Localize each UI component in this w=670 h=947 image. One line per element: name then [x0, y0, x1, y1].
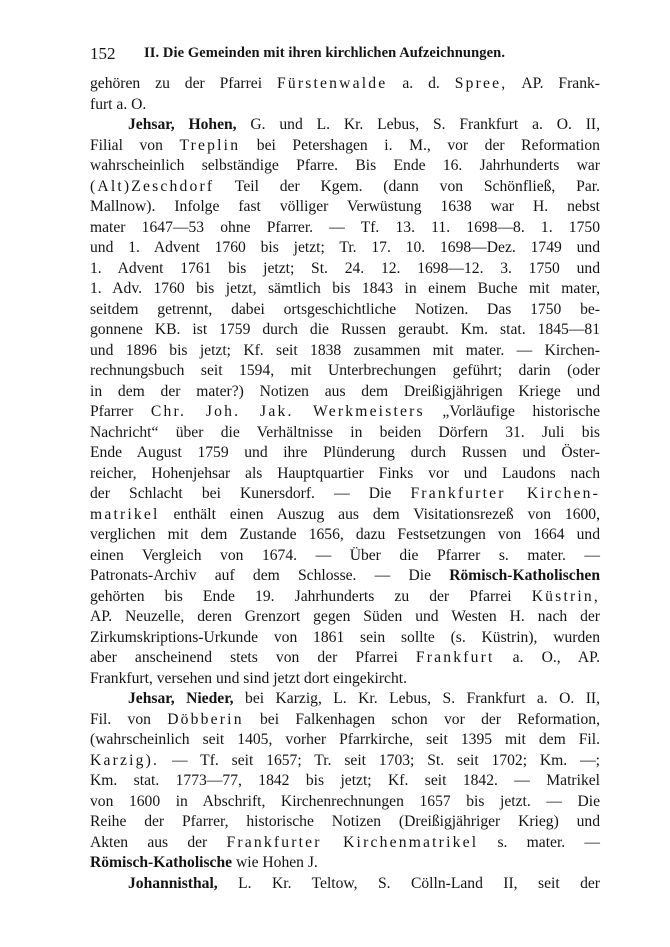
text-line [90, 833, 600, 854]
text-run: G. und L. Kr. Lebus, S. Frankfurt a. O. II, [236, 116, 600, 133]
spaced-emphasis: Frankfurter Kirchen- [410, 485, 600, 502]
text-run: seitdem getrennt, dabei ortsgeschichtliche Notizen. Das 1750 be- [90, 300, 600, 318]
text-run: Zirkumskriptions-Urkunde von 1861 sein sollte (s. Küstrin), wurden [90, 628, 600, 646]
text-line [90, 792, 600, 813]
text-line [90, 853, 600, 874]
text-line [90, 812, 600, 833]
text-line [90, 136, 600, 157]
text-run: a. O., AP. [494, 649, 600, 666]
text-run: s. mater. — [478, 833, 600, 851]
text-run: der Schlacht bei Kunersdorf. — Die [90, 485, 411, 502]
spaced-emphasis: Frankfurter Kirchenmatrikel [226, 833, 479, 851]
spaced-emphasis: matrikel [90, 505, 160, 523]
text-line [90, 156, 600, 177]
spaced-emphasis: Döbberin [167, 710, 244, 728]
text-run: einen Vergleich von 1674. — Über die Pfarrer s. mater. — [90, 546, 600, 564]
text-run: wie Hohen J. [232, 854, 318, 871]
headword: Johannisthal, [128, 874, 218, 892]
text-line [90, 484, 600, 505]
text-run: mater 1647—53 ohne Pfarrer. — Tf. 13. 11. 1698—8. 1. 1750 [90, 218, 600, 236]
text-run: Ende August 1759 und ihre Plünderung durch Russen und Öster- [90, 444, 600, 461]
text-run: Km. stat. 1773—77, 1842 bis jetzt; Kf. seit 1842. — Matrikel [90, 772, 600, 789]
text-line [90, 115, 600, 136]
text-run: Fil. von [90, 710, 168, 728]
text-line [90, 177, 600, 198]
text-run: in dem der mater?) Notizen aus dem Dreißigjährigen Kriege und [90, 382, 600, 400]
text-line [90, 74, 600, 95]
spaced-emphasis: Spree, [454, 75, 508, 92]
text-line [90, 238, 600, 259]
page-number: 152 [90, 44, 116, 63]
headword: Römisch-Katholischen [449, 567, 600, 584]
spaced-emphasis: Küstrin, [531, 587, 600, 605]
text-run: verglichen mit dem Zustande 1656, dazu Festsetzungen von 1664 und [90, 526, 600, 543]
text-run: und 1. Advent 1760 bis jetzt; Tr. 17. 10. 1698—Dez. 1749 und [90, 239, 600, 256]
text-line [90, 464, 600, 485]
text-line [90, 710, 600, 731]
spaced-emphasis: Karzig). [90, 751, 160, 769]
text-run: wahrscheinlich selbständige Pfarre. Bis Ende 16. Jahrhunderts war [90, 157, 600, 174]
spaced-emphasis: Treplin [179, 136, 241, 154]
text-line [90, 423, 600, 444]
text-run: gehören zu der Pfarrei [90, 75, 277, 92]
text-line [90, 648, 600, 669]
text-run: aber anscheinend stets von der Pfarrei [90, 649, 416, 666]
text-run: „Vorläufige historische [424, 403, 601, 420]
text-run: L. Kr. Teltow, S. Cölln-Land II, seit der [217, 874, 600, 892]
text-line [90, 525, 600, 546]
text-line [90, 341, 600, 362]
spaced-emphasis: Fürstenwalde [276, 75, 388, 92]
text-run: (wahrscheinlich seit 1405, vorher Pfarrkirche, seit 1395 mit dem Fil. [90, 731, 600, 748]
text-run: Akten aus der [90, 833, 227, 851]
text-line [90, 874, 600, 895]
text-line [90, 751, 600, 772]
page-header [90, 44, 600, 66]
text-run: von 1600 in Abschrift, Kirchenrechnungen 1657 bis jetzt. — Die [90, 792, 600, 810]
text-line [90, 218, 600, 239]
text-line [90, 689, 600, 710]
text-run: Teil der Kgem. (dann von Schönfließ, Par. [214, 177, 600, 195]
spaced-emphasis: (Alt)Zeschdorf [90, 177, 215, 195]
text-run: Frankfurt, versehen und sind jetzt dort eingekircht. [90, 669, 407, 687]
text-run: und 1896 bis jetzt; Kf. seit 1838 zusammen mit mater. — Kirchen- [90, 341, 600, 359]
text-run: bei Karzig, L. Kr. Lebus, S. Frankfurt a. O. II, [233, 690, 601, 707]
text-run: reicher, Hohenjehsar als Hauptquartier Finks vor und Laudons nach [90, 464, 600, 482]
text-run: Reihe der Pfarrer, historische Notizen (Dreißigjähriger Krieg) und [90, 813, 600, 830]
text-run: gehörten bis Ende 19. Jahrhunderts zu der Pfarrei [90, 587, 532, 605]
text-line [90, 279, 600, 300]
headword: Jehsar, Nieder, [128, 690, 234, 707]
text-line [90, 607, 600, 628]
headword: Jehsar, Hohen, [128, 116, 237, 133]
text-run: Pfarrer [90, 403, 151, 420]
text-run: Mallnow). Infolge fast völliger Verwüstung 1638 war H. nebst [90, 198, 600, 215]
text-run: enthält einen Auszug aus dem Visitationsrezeß von 1600, [159, 505, 600, 523]
text-line [90, 402, 600, 423]
text-run: 1. Advent 1761 bis jetzt; St. 24. 12. 1698—12. 3. 1750 und [90, 259, 600, 277]
headword: Römisch-Katholische [90, 854, 233, 871]
spaced-emphasis: Chr. Joh. Jak. Werkmeisters [150, 403, 425, 420]
text-line [90, 730, 600, 751]
text-line [90, 587, 600, 608]
text-line [90, 197, 600, 218]
text-run: bei Petershagen i. M., vor der Reformation [240, 136, 600, 154]
text-line [90, 361, 600, 382]
text-run: AP. Frank- [507, 75, 600, 92]
spaced-emphasis: Frankfurt [415, 649, 495, 666]
text-run: rechnungsbuch seit 1594, mit Unterbrechungen geführt; darin (oder [90, 362, 600, 379]
text-line [90, 566, 600, 587]
text-line [90, 628, 600, 649]
text-run: — Tf. seit 1657; Tr. seit 1703; St. seit 1702; Km. —; [159, 751, 600, 769]
text-line [90, 505, 600, 526]
text-line [90, 382, 600, 403]
text-line [90, 300, 600, 321]
text-line [90, 546, 600, 567]
text-run: Filial von [90, 136, 180, 154]
text-run: bei Falkenhagen schon vor der Reformation, [243, 710, 600, 728]
text-line [90, 669, 600, 690]
text-run: AP. Neuzelle, deren Grenzort gegen Süden und Westen H. nach der [90, 608, 600, 625]
body-text [90, 74, 600, 894]
text-run: a. d. [387, 75, 455, 92]
text-run: furt a. O. [90, 95, 147, 113]
text-run: Nachricht“ über die Verhältnisse in beiden Dörfern 31. Juli bis [90, 423, 600, 441]
text-run: Patronats-Archiv auf dem Schlosse. — Die [90, 567, 450, 584]
text-line [90, 771, 600, 792]
text-line [90, 320, 600, 341]
text-run: gonnene KB. ist 1759 durch die Russen geraubt. Km. stat. 1845—81 [90, 321, 600, 338]
text-run: 1. Adv. 1760 bis jetzt, sämtlich bis 1843 in einem Buche mit mater, [90, 280, 600, 297]
text-line [90, 443, 600, 464]
running-title: II. Die Gemeinden mit ihren kirchlichen Aufzeichnungen. [144, 45, 506, 61]
text-line [90, 95, 600, 116]
text-line [90, 259, 600, 280]
